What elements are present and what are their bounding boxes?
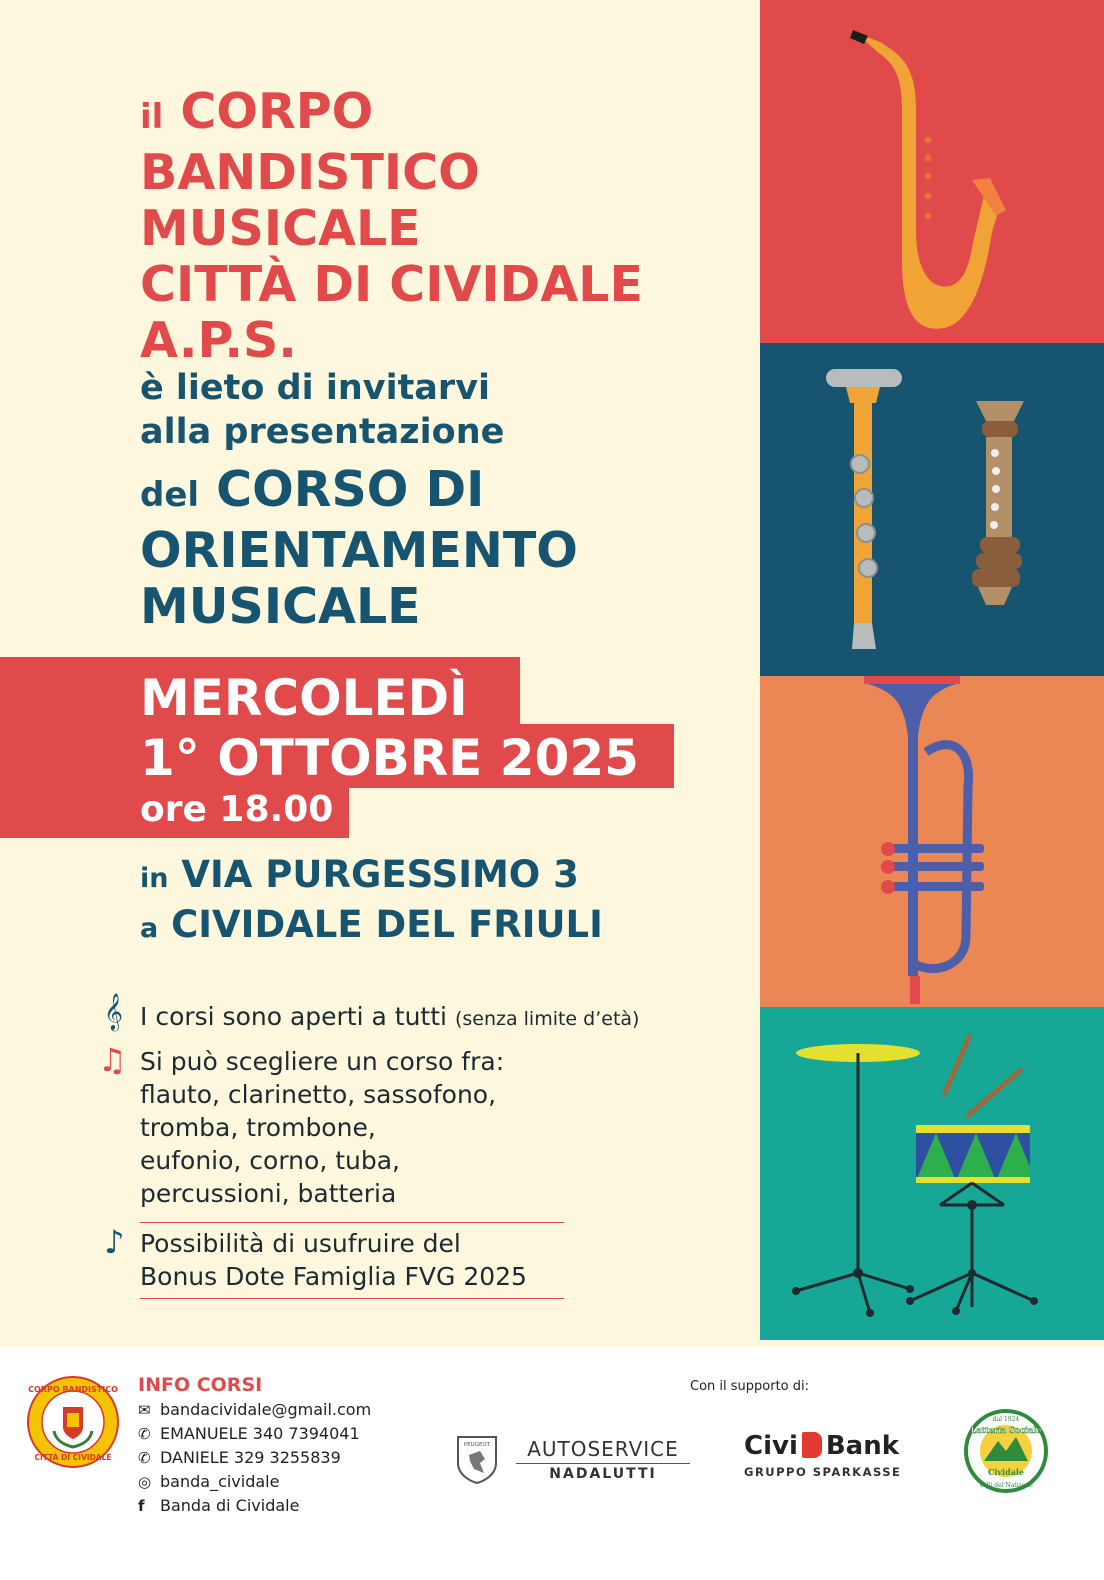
- support-label: Con il supporto di:: [690, 1379, 809, 1394]
- location-line: CIVIDALE DEL FRIULI: [171, 903, 603, 946]
- sponsor1-top: AUTOSERVICE: [527, 1437, 679, 1461]
- band-title: [140, 84, 643, 369]
- trumpet-icon: [760, 676, 1104, 1007]
- invite-line: è lieto di invitarvi: [140, 368, 490, 408]
- choice-line: tromba, trombone,: [140, 1113, 376, 1142]
- choice-line: eufonio, corno, tuba,: [140, 1146, 400, 1175]
- divider: [140, 1298, 564, 1299]
- drums-panel: [760, 1007, 1104, 1340]
- saxophone-icon: [760, 0, 1104, 343]
- sponsor2-right: Bank: [825, 1431, 900, 1461]
- civibank-mark-icon: [802, 1432, 822, 1458]
- sponsor2-sub: GRUPPO SPARKASSE: [744, 1465, 902, 1479]
- course-title: [140, 462, 578, 635]
- open-courses-text: I corsi sono aperti a tutti: [140, 1002, 447, 1031]
- invite-line: alla presentazione: [140, 412, 505, 452]
- footer: [0, 1347, 1104, 1580]
- title-line: BANDISTICO: [140, 144, 480, 201]
- event-time: ore 18.00: [140, 789, 334, 830]
- course-line: MUSICALE: [140, 578, 421, 635]
- clarinet-panel: [760, 343, 1104, 676]
- location-prefix: a: [140, 913, 159, 944]
- svg-text:Latteria Sociale: Latteria Sociale: [970, 1425, 1042, 1435]
- drums-icon: [760, 1007, 1104, 1340]
- instagram-icon: ◎: [138, 1473, 152, 1491]
- mail-icon: ✉: [138, 1401, 151, 1419]
- saxophone-panel: [760, 0, 1104, 343]
- trumpet-panel: [760, 676, 1104, 1007]
- contact-phone[interactable]: ✆ DANIELE 329 3255839: [138, 1446, 371, 1470]
- course-prefix: del: [140, 475, 200, 515]
- open-courses-note: (senza limite d’età): [454, 1008, 640, 1030]
- latteria-text: dal 1924: [992, 1416, 1020, 1423]
- sponsor1-bottom: NADALUTTI: [549, 1466, 657, 1482]
- band-logo: [26, 1375, 120, 1469]
- location-line: VIA PURGESSIMO 3: [181, 853, 579, 896]
- bonus-text: [140, 1227, 527, 1293]
- band-logo-text: CORPO BANDISTICO: [28, 1385, 118, 1394]
- treble-clef-icon: 𝄞: [104, 992, 123, 1030]
- title-line: CORPO: [180, 83, 374, 140]
- facebook-icon: f: [138, 1497, 145, 1515]
- sponsor-civibank: [744, 1431, 906, 1479]
- contact-phone[interactable]: ✆ EMANUELE 340 7394041: [138, 1422, 371, 1446]
- divider: [140, 1222, 564, 1223]
- peugeot-logo: [454, 1433, 500, 1485]
- latteria-logo: [962, 1405, 1050, 1497]
- clarinet-icon: [760, 343, 1104, 676]
- contact-facebook[interactable]: f Banda di Cividale: [138, 1494, 371, 1518]
- course-line: ORIENTAMENTO: [140, 522, 578, 579]
- title-line: A.P.S.: [140, 312, 297, 369]
- course-choices: [140, 1045, 504, 1210]
- event-day: MERCOLEDÌ: [140, 669, 468, 727]
- title-line: CITTÀ DI CIVIDALE: [140, 256, 643, 313]
- svg-text:CITTÀ DI CIVIDALE: CITTÀ DI CIVIDALE: [34, 1453, 112, 1462]
- info-title: INFO CORSI: [138, 1374, 263, 1396]
- contact-email[interactable]: ✉ bandacividale@gmail.com: [138, 1398, 371, 1422]
- open-courses-line: [140, 1000, 639, 1036]
- choice-line: percussioni, batteria: [140, 1179, 397, 1208]
- svg-text:Valli del Natisone: Valli del Natisone: [979, 1482, 1033, 1489]
- contact-list: [138, 1398, 371, 1518]
- peugeot-text: PEUGEOT: [463, 1442, 491, 1448]
- title-line: MUSICALE: [140, 200, 421, 257]
- bonus-line: Possibilità di usufruire del: [140, 1229, 461, 1258]
- location-prefix: in: [140, 863, 169, 894]
- title-prefix: il: [140, 97, 164, 137]
- beamed-notes-icon: ♫: [98, 1041, 127, 1079]
- choice-line: Si può scegliere un corso fra:: [140, 1047, 505, 1076]
- contact-instagram[interactable]: ◎ banda_cividale: [138, 1470, 371, 1494]
- svg-text:Cividale: Cividale: [988, 1467, 1024, 1477]
- phone-icon: ✆: [138, 1425, 151, 1443]
- choice-line: flauto, clarinetto, sassofono,: [140, 1080, 497, 1109]
- course-line: CORSO DI: [216, 461, 485, 518]
- event-date: 1° OTTOBRE 2025: [140, 729, 639, 787]
- event-location: [140, 852, 603, 952]
- phone-icon: ✆: [138, 1449, 151, 1467]
- sponsor2-left: Civi: [744, 1431, 798, 1461]
- invite-text: [140, 366, 504, 454]
- sponsor-autoservice: [516, 1437, 690, 1482]
- bonus-line: Bonus Dote Famiglia FVG 2025: [140, 1262, 527, 1291]
- eighth-note-icon: ♪: [104, 1223, 125, 1261]
